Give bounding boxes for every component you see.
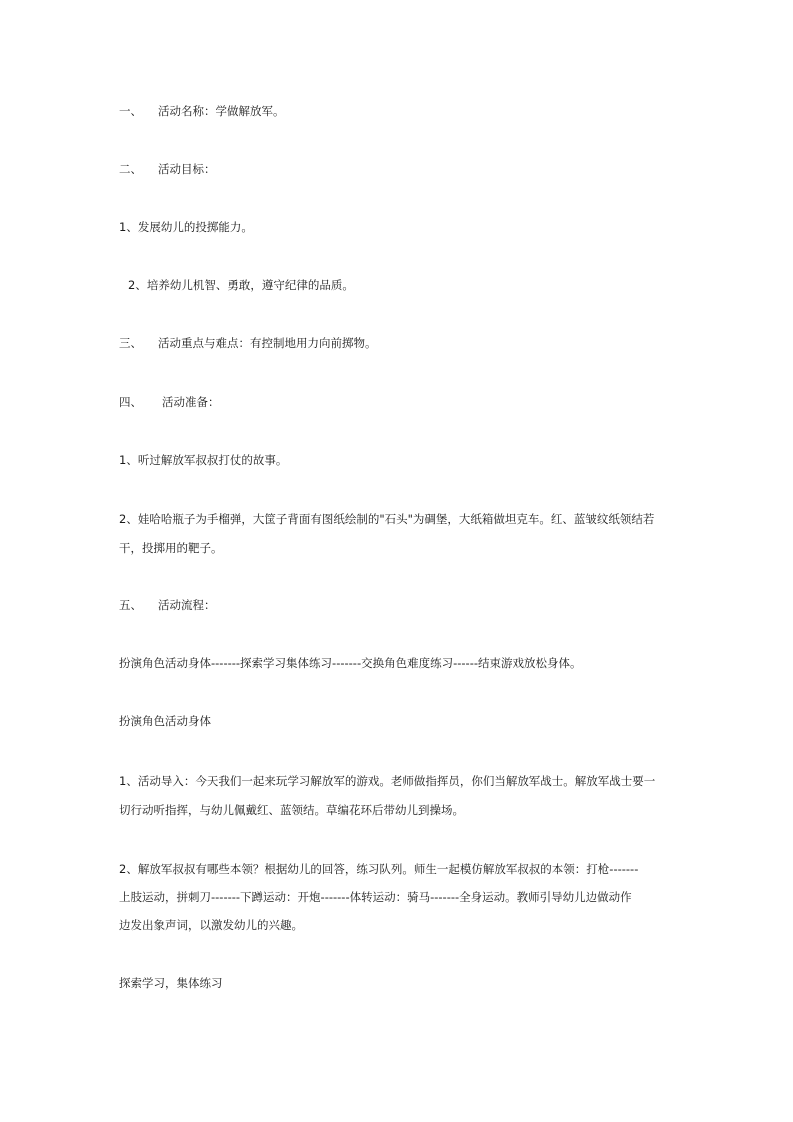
section-number: 三、 (119, 336, 142, 350)
part-2-title: 探索学习，集体练习 (119, 976, 223, 990)
part-1-step-2-line-3: 边发出象声词，以激发幼儿的兴趣。 (119, 918, 303, 932)
part-1-step-2-line-1: 2、解放军叔叔有哪些本领？根据幼儿的回答，练习队列。师生一起模仿解放军叔叔的本领：打枪------- (119, 862, 639, 876)
section-number: 二、 (119, 162, 142, 176)
section-number: 四、 (119, 395, 142, 409)
preparation-item-2-line-1: 2、娃哈哈瓶子为手榴弹，大筐子背面有图纸绘制的"石头"为碉堡，大纸箱做坦克车。红、蓝皱纹纸领结若 (119, 512, 655, 526)
part-1-step-1-line-2: 切行动听指挥，与幼儿佩戴红、蓝领结。草编花环后带幼儿到操场。 (119, 803, 464, 817)
section-text: 活动流程： (158, 598, 216, 612)
preparation-item-2-line-2: 干，投掷用的靶子。 (119, 541, 223, 555)
goal-item-2: 2、培养幼儿机智、勇敢，遵守纪律的品质。 (128, 278, 354, 292)
preparation-item-1: 1、听过解放军叔叔打仗的故事。 (119, 453, 288, 467)
part-1-step-2-line-2: 上肢运动，拼刺刀-------下蹲运动：开炮-------体转运动：骑马-------全身运动。教师引导幼儿边做动作 (119, 890, 632, 904)
section-text: 活动重点与难点：有控制地用力向前掷物。 (158, 336, 377, 350)
section-text: 活动名称：学做解放军。 (158, 104, 285, 118)
section-number: 一、 (119, 104, 142, 118)
section-2-goals-heading (119, 155, 679, 184)
section-number: 五、 (119, 598, 142, 612)
part-1-title: 扮演角色活动身体 (119, 714, 211, 728)
process-flow: 扮演角色活动身体-------探索学习集体练习-------交换角色难度练习------结束游戏放松身体。 (119, 656, 582, 670)
section-3-key-points (119, 329, 679, 358)
part-1-step-1-line-1: 1、活动导入：今天我们一起来玩学习解放军的游戏。老师做指挥员，你们当解放军战士。解放军战士要一 (119, 774, 656, 788)
section-text: 活动准备： (162, 395, 220, 409)
section-text: 活动目标： (158, 162, 216, 176)
section-4-preparation-heading (119, 388, 679, 417)
section-1-activity-name (119, 97, 679, 126)
section-5-process-heading (119, 591, 679, 620)
goal-item-1: 1、发展幼儿的投掷能力。 (119, 220, 253, 234)
